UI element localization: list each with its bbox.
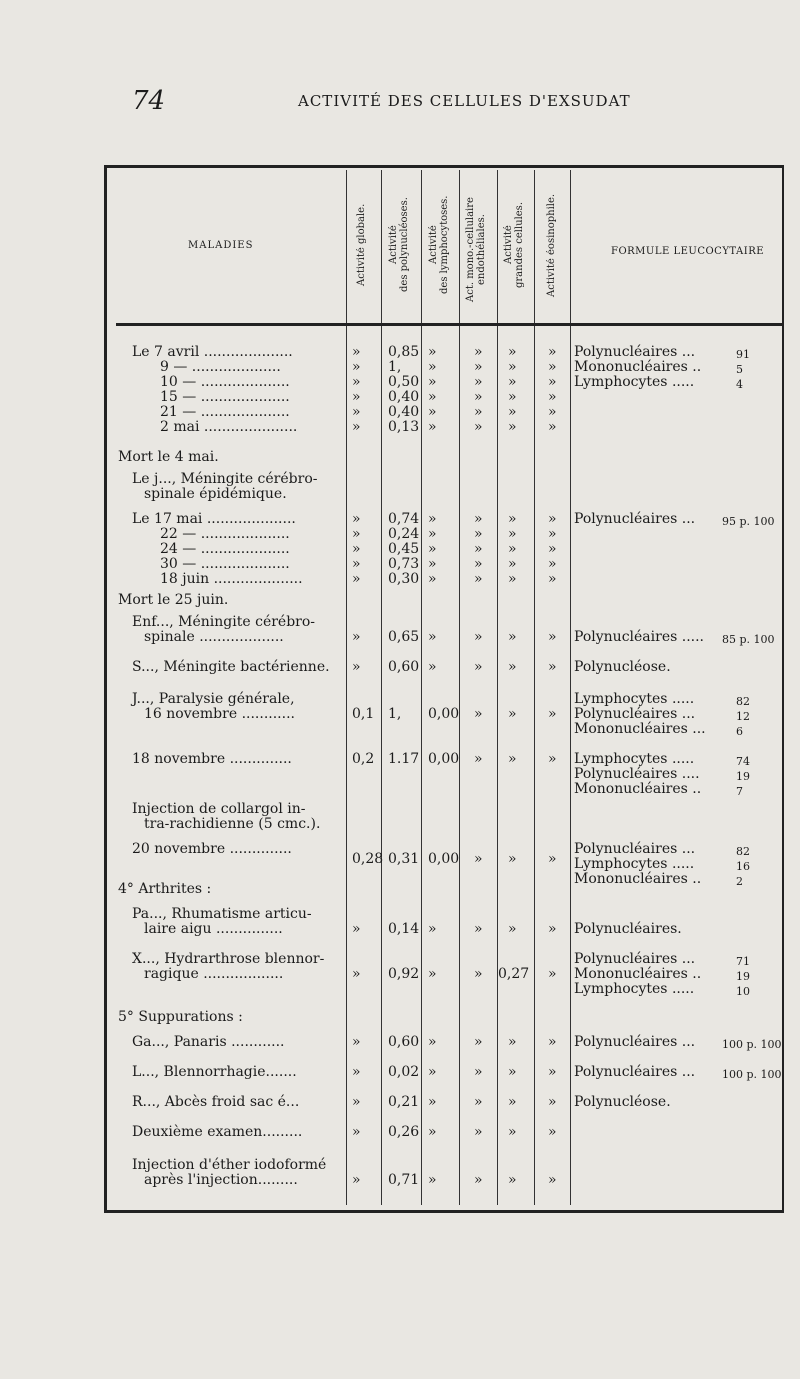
value-polynucleoses: 0,31 (388, 851, 420, 867)
value-grandes: » (508, 374, 517, 390)
value-polynucleoses: 0,65 (388, 629, 420, 645)
value-eosinophile: » (548, 526, 557, 542)
formule-line: Polynucléaires ... (574, 344, 696, 360)
formule-line: Polynucléaires. (574, 921, 682, 937)
row-label: Enf..., Méningite cérébro- (132, 614, 316, 630)
value-globale: » (352, 966, 361, 982)
value-eosinophile: » (548, 629, 557, 645)
formule-value: 74 (736, 755, 750, 768)
value-lymphocytoses: 0,00 (428, 751, 460, 767)
formule-value: 19 (736, 970, 750, 983)
value-eosinophile: » (548, 706, 557, 722)
formule-line: Polynucléaires ... (574, 841, 696, 857)
value-globale: » (352, 374, 361, 390)
value-mono: » (474, 359, 483, 375)
formule-line: Mononucléaires .. (574, 871, 702, 887)
value-polynucleoses: 0,40 (388, 404, 420, 420)
running-head: ACTIVITÉ DES CELLULES D'EXSUDAT (298, 92, 631, 110)
value-globale: » (352, 389, 361, 405)
value-polynucleoses: 0,73 (388, 556, 420, 572)
formule-value: 100 p. 100 (722, 1068, 782, 1081)
row-label: Deuxième examen......... (132, 1124, 303, 1140)
value-grandes: » (508, 629, 517, 645)
value-globale: » (352, 1034, 361, 1050)
value-eosinophile: » (548, 1124, 557, 1140)
value-eosinophile: » (548, 571, 557, 587)
header-lymphocytoses: Activité des lymphocytoses. (428, 195, 450, 295)
formule-value: 6 (736, 725, 743, 738)
formule-value: 10 (736, 985, 750, 998)
formule-value: 12 (736, 710, 750, 723)
value-mono: » (474, 706, 483, 722)
value-mono: » (474, 921, 483, 937)
header-eosinophile: Activité éosinophile. (546, 193, 557, 297)
value-grandes: » (508, 389, 517, 405)
row-label-cont: spinale ................... (144, 629, 284, 645)
value-eosinophile: » (548, 751, 557, 767)
formule-line: Lymphocytes ..... (574, 981, 695, 997)
value-lymphocytoses: 0,00 (428, 706, 460, 722)
value-globale: » (352, 404, 361, 420)
value-eosinophile: » (548, 374, 557, 390)
value-grandes: » (508, 851, 517, 867)
value-grandes: » (508, 556, 517, 572)
value-polynucleoses: 0,26 (388, 1124, 420, 1140)
value-lymphocytoses: » (428, 1172, 437, 1188)
formule-value: 7 (736, 785, 743, 798)
value-grandes: » (508, 511, 517, 527)
value-globale: » (352, 526, 361, 542)
value-eosinophile: » (548, 389, 557, 405)
value-eosinophile: » (548, 344, 557, 360)
value-grandes: » (508, 344, 517, 360)
value-polynucleoses: 0,14 (388, 921, 420, 937)
value-globale: 0,28 (352, 851, 384, 867)
row-label: Injection de collargol in- (132, 801, 306, 817)
value-grandes: » (508, 1064, 517, 1080)
value-lymphocytoses: » (428, 511, 437, 527)
value-mono: » (474, 751, 483, 767)
row-label: 20 novembre .............. (132, 841, 292, 857)
value-lymphocytoses: » (428, 541, 437, 557)
formule-value: 5 (736, 363, 743, 376)
header-maladies: MALADIES (188, 240, 254, 251)
row-label: Injection d'éther iodoformé (132, 1157, 327, 1173)
value-eosinophile: » (548, 1034, 557, 1050)
formule-line: Polynucléaires ... (574, 1064, 696, 1080)
value-globale: » (352, 1172, 361, 1188)
value-mono: » (474, 1094, 483, 1110)
formule-value: 2 (736, 875, 743, 888)
row-label: 10 — .................... (160, 374, 290, 390)
value-eosinophile: » (548, 966, 557, 982)
value-lymphocytoses: » (428, 374, 437, 390)
row-label: Ga..., Panaris ............ (132, 1034, 285, 1050)
row-label-cont: après l'injection......... (144, 1172, 298, 1188)
formule-line: Mononucléaires ... (574, 721, 706, 737)
value-eosinophile: » (548, 1172, 557, 1188)
value-polynucleoses: 0,13 (388, 419, 420, 435)
value-polynucleoses: 0,92 (388, 966, 420, 982)
value-grandes: 0,27 (498, 966, 530, 982)
value-grandes: » (508, 1034, 517, 1050)
formule-line: Polynucléaires ... (574, 706, 696, 722)
value-polynucleoses: 1, (388, 359, 402, 375)
value-grandes: » (508, 541, 517, 557)
value-eosinophile: » (548, 404, 557, 420)
value-globale: » (352, 419, 361, 435)
row-label: 15 — .................... (160, 389, 290, 405)
value-mono: » (474, 556, 483, 572)
row-label: Mort le 4 mai. (118, 449, 219, 465)
row-label: 4° Arthrites : (118, 881, 212, 897)
formule-line: Polynucléaires ..... (574, 629, 704, 645)
header-polynucleoses: Activité des polynucléoses. (388, 197, 410, 293)
value-globale: » (352, 556, 361, 572)
formule-line: Mononucléaires .. (574, 781, 702, 797)
value-grandes: » (508, 1172, 517, 1188)
value-mono: » (474, 1064, 483, 1080)
row-label: L..., Blennorrhagie....... (132, 1064, 297, 1080)
row-label-cont: laire aigu ............... (144, 921, 283, 937)
formule-value: 85 p. 100 (722, 633, 775, 646)
value-mono: » (474, 511, 483, 527)
value-globale: » (352, 344, 361, 360)
value-eosinophile: » (548, 851, 557, 867)
formule-line: Polynucléaires ... (574, 1034, 696, 1050)
header-globale: Activité globale. (356, 203, 367, 287)
formule-line: Polynucléose. (574, 659, 671, 675)
header-mono: Act. mono.-cellulaire endothéliales. (465, 197, 487, 303)
row-label: 5° Suppurations : (118, 1009, 243, 1025)
value-eosinophile: » (548, 541, 557, 557)
row-label: J..., Paralysie générale, (132, 691, 295, 707)
value-globale: » (352, 1094, 361, 1110)
formule-line: Lymphocytes ..... (574, 856, 695, 872)
value-grandes: » (508, 921, 517, 937)
value-eosinophile: » (548, 359, 557, 375)
value-globale: » (352, 359, 361, 375)
value-lymphocytoses: » (428, 344, 437, 360)
row-label: Le 17 mai .................... (132, 511, 296, 527)
value-globale: » (352, 1124, 361, 1140)
value-globale: » (352, 541, 361, 557)
value-eosinophile: » (548, 511, 557, 527)
value-mono: » (474, 526, 483, 542)
value-polynucleoses: 0,50 (388, 374, 420, 390)
header-formule: FORMULE LEUCOCYTAIRE (611, 246, 765, 257)
value-lymphocytoses: » (428, 404, 437, 420)
value-globale: 0,1 (352, 706, 375, 722)
value-polynucleoses: 0,85 (388, 344, 420, 360)
value-grandes: » (508, 706, 517, 722)
value-mono: » (474, 344, 483, 360)
formule-line: Lymphocytes ..... (574, 374, 695, 390)
value-lymphocytoses: 0,00 (428, 851, 460, 867)
formule-value: 100 p. 100 (722, 1038, 782, 1051)
value-mono: » (474, 851, 483, 867)
page-number: 74 (132, 86, 166, 116)
formule-line: Lymphocytes ..... (574, 691, 695, 707)
value-globale: » (352, 571, 361, 587)
row-label: Mort le 25 juin. (118, 592, 229, 608)
value-mono: » (474, 571, 483, 587)
formule-value: 19 (736, 770, 750, 783)
value-eosinophile: » (548, 419, 557, 435)
formule-line: Mononucléaires .. (574, 966, 702, 982)
value-lymphocytoses: » (428, 389, 437, 405)
formule-line: Polynucléose. (574, 1094, 671, 1110)
formule-value: 4 (736, 378, 743, 391)
value-lymphocytoses: » (428, 659, 437, 675)
value-globale: » (352, 629, 361, 645)
value-mono: » (474, 966, 483, 982)
value-polynucleoses: 0,74 (388, 511, 420, 527)
value-grandes: » (508, 419, 517, 435)
row-label: Le j..., Méningite cérébro- (132, 471, 318, 487)
value-mono: » (474, 389, 483, 405)
value-lymphocytoses: » (428, 556, 437, 572)
value-polynucleoses: 0,71 (388, 1172, 420, 1188)
value-lymphocytoses: » (428, 526, 437, 542)
row-label: 18 novembre .............. (132, 751, 292, 767)
value-grandes: » (508, 404, 517, 420)
value-globale: 0,2 (352, 751, 375, 767)
row-label: 18 juin .................... (160, 571, 303, 587)
value-eosinophile: » (548, 921, 557, 937)
formule-value: 16 (736, 860, 750, 873)
row-label: 9 — .................... (160, 359, 281, 375)
value-mono: » (474, 629, 483, 645)
header-rule (116, 323, 782, 326)
value-mono: » (474, 374, 483, 390)
value-globale: » (352, 659, 361, 675)
row-label: S..., Méningite bactérienne. (132, 659, 330, 675)
value-polynucleoses: 0,30 (388, 571, 420, 587)
value-lymphocytoses: » (428, 1124, 437, 1140)
value-mono: » (474, 1034, 483, 1050)
value-polynucleoses: 0,21 (388, 1094, 420, 1110)
value-grandes: » (508, 359, 517, 375)
value-grandes: » (508, 1094, 517, 1110)
value-polynucleoses: 0,40 (388, 389, 420, 405)
value-lymphocytoses: » (428, 1094, 437, 1110)
value-eosinophile: » (548, 659, 557, 675)
value-grandes: » (508, 659, 517, 675)
value-grandes: » (508, 526, 517, 542)
value-polynucleoses: 1, (388, 706, 402, 722)
row-label-cont: spinale épidémique. (144, 486, 287, 502)
formule-line: Polynucléaires ... (574, 511, 696, 527)
value-lymphocytoses: » (428, 966, 437, 982)
row-label-cont: 16 novembre ............ (144, 706, 295, 722)
value-grandes: » (508, 571, 517, 587)
value-polynucleoses: 1.17 (388, 751, 420, 767)
formule-line: Polynucléaires ... (574, 951, 696, 967)
formule-value: 71 (736, 955, 750, 968)
value-eosinophile: » (548, 556, 557, 572)
value-polynucleoses: 0,02 (388, 1064, 420, 1080)
value-grandes: » (508, 751, 517, 767)
value-polynucleoses: 0,45 (388, 541, 420, 557)
row-label: 21 — .................... (160, 404, 290, 420)
formule-value: 82 (736, 845, 750, 858)
header-grandes: Activité grandes cellules. (503, 202, 525, 288)
row-label: 24 — .................... (160, 541, 290, 557)
value-mono: » (474, 1124, 483, 1140)
row-label: 2 mai ..................... (160, 419, 298, 435)
row-label: X..., Hydrarthrose blennor- (132, 951, 325, 967)
formule-value: 91 (736, 348, 750, 361)
formule-line: Mononucléaires .. (574, 359, 702, 375)
value-polynucleoses: 0,60 (388, 1034, 420, 1050)
value-lymphocytoses: » (428, 629, 437, 645)
value-lymphocytoses: » (428, 1064, 437, 1080)
value-lymphocytoses: » (428, 1034, 437, 1050)
value-mono: » (474, 404, 483, 420)
value-eosinophile: » (548, 1094, 557, 1110)
row-label: 30 — .................... (160, 556, 290, 572)
value-mono: » (474, 419, 483, 435)
row-label: R..., Abcès froid sac é... (132, 1094, 300, 1110)
value-globale: » (352, 511, 361, 527)
value-mono: » (474, 541, 483, 557)
row-label-cont: ragique .................. (144, 966, 284, 982)
value-lymphocytoses: » (428, 571, 437, 587)
value-lymphocytoses: » (428, 921, 437, 937)
formule-line: Lymphocytes ..... (574, 751, 695, 767)
value-polynucleoses: 0,60 (388, 659, 420, 675)
value-grandes: » (508, 1124, 517, 1140)
value-eosinophile: » (548, 1064, 557, 1080)
formule-line: Polynucléaires .... (574, 766, 700, 782)
value-globale: » (352, 1064, 361, 1080)
row-label: 22 — .................... (160, 526, 290, 542)
value-polynucleoses: 0,24 (388, 526, 420, 542)
row-label: Le 7 avril .................... (132, 344, 293, 360)
row-label-cont: tra-rachidienne (5 cmc.). (144, 816, 321, 832)
value-lymphocytoses: » (428, 419, 437, 435)
value-mono: » (474, 1172, 483, 1188)
row-label: Pa..., Rhumatisme articu- (132, 906, 312, 922)
formule-value: 95 p. 100 (722, 515, 775, 528)
value-mono: » (474, 659, 483, 675)
value-lymphocytoses: » (428, 359, 437, 375)
value-globale: » (352, 921, 361, 937)
formule-value: 82 (736, 695, 750, 708)
